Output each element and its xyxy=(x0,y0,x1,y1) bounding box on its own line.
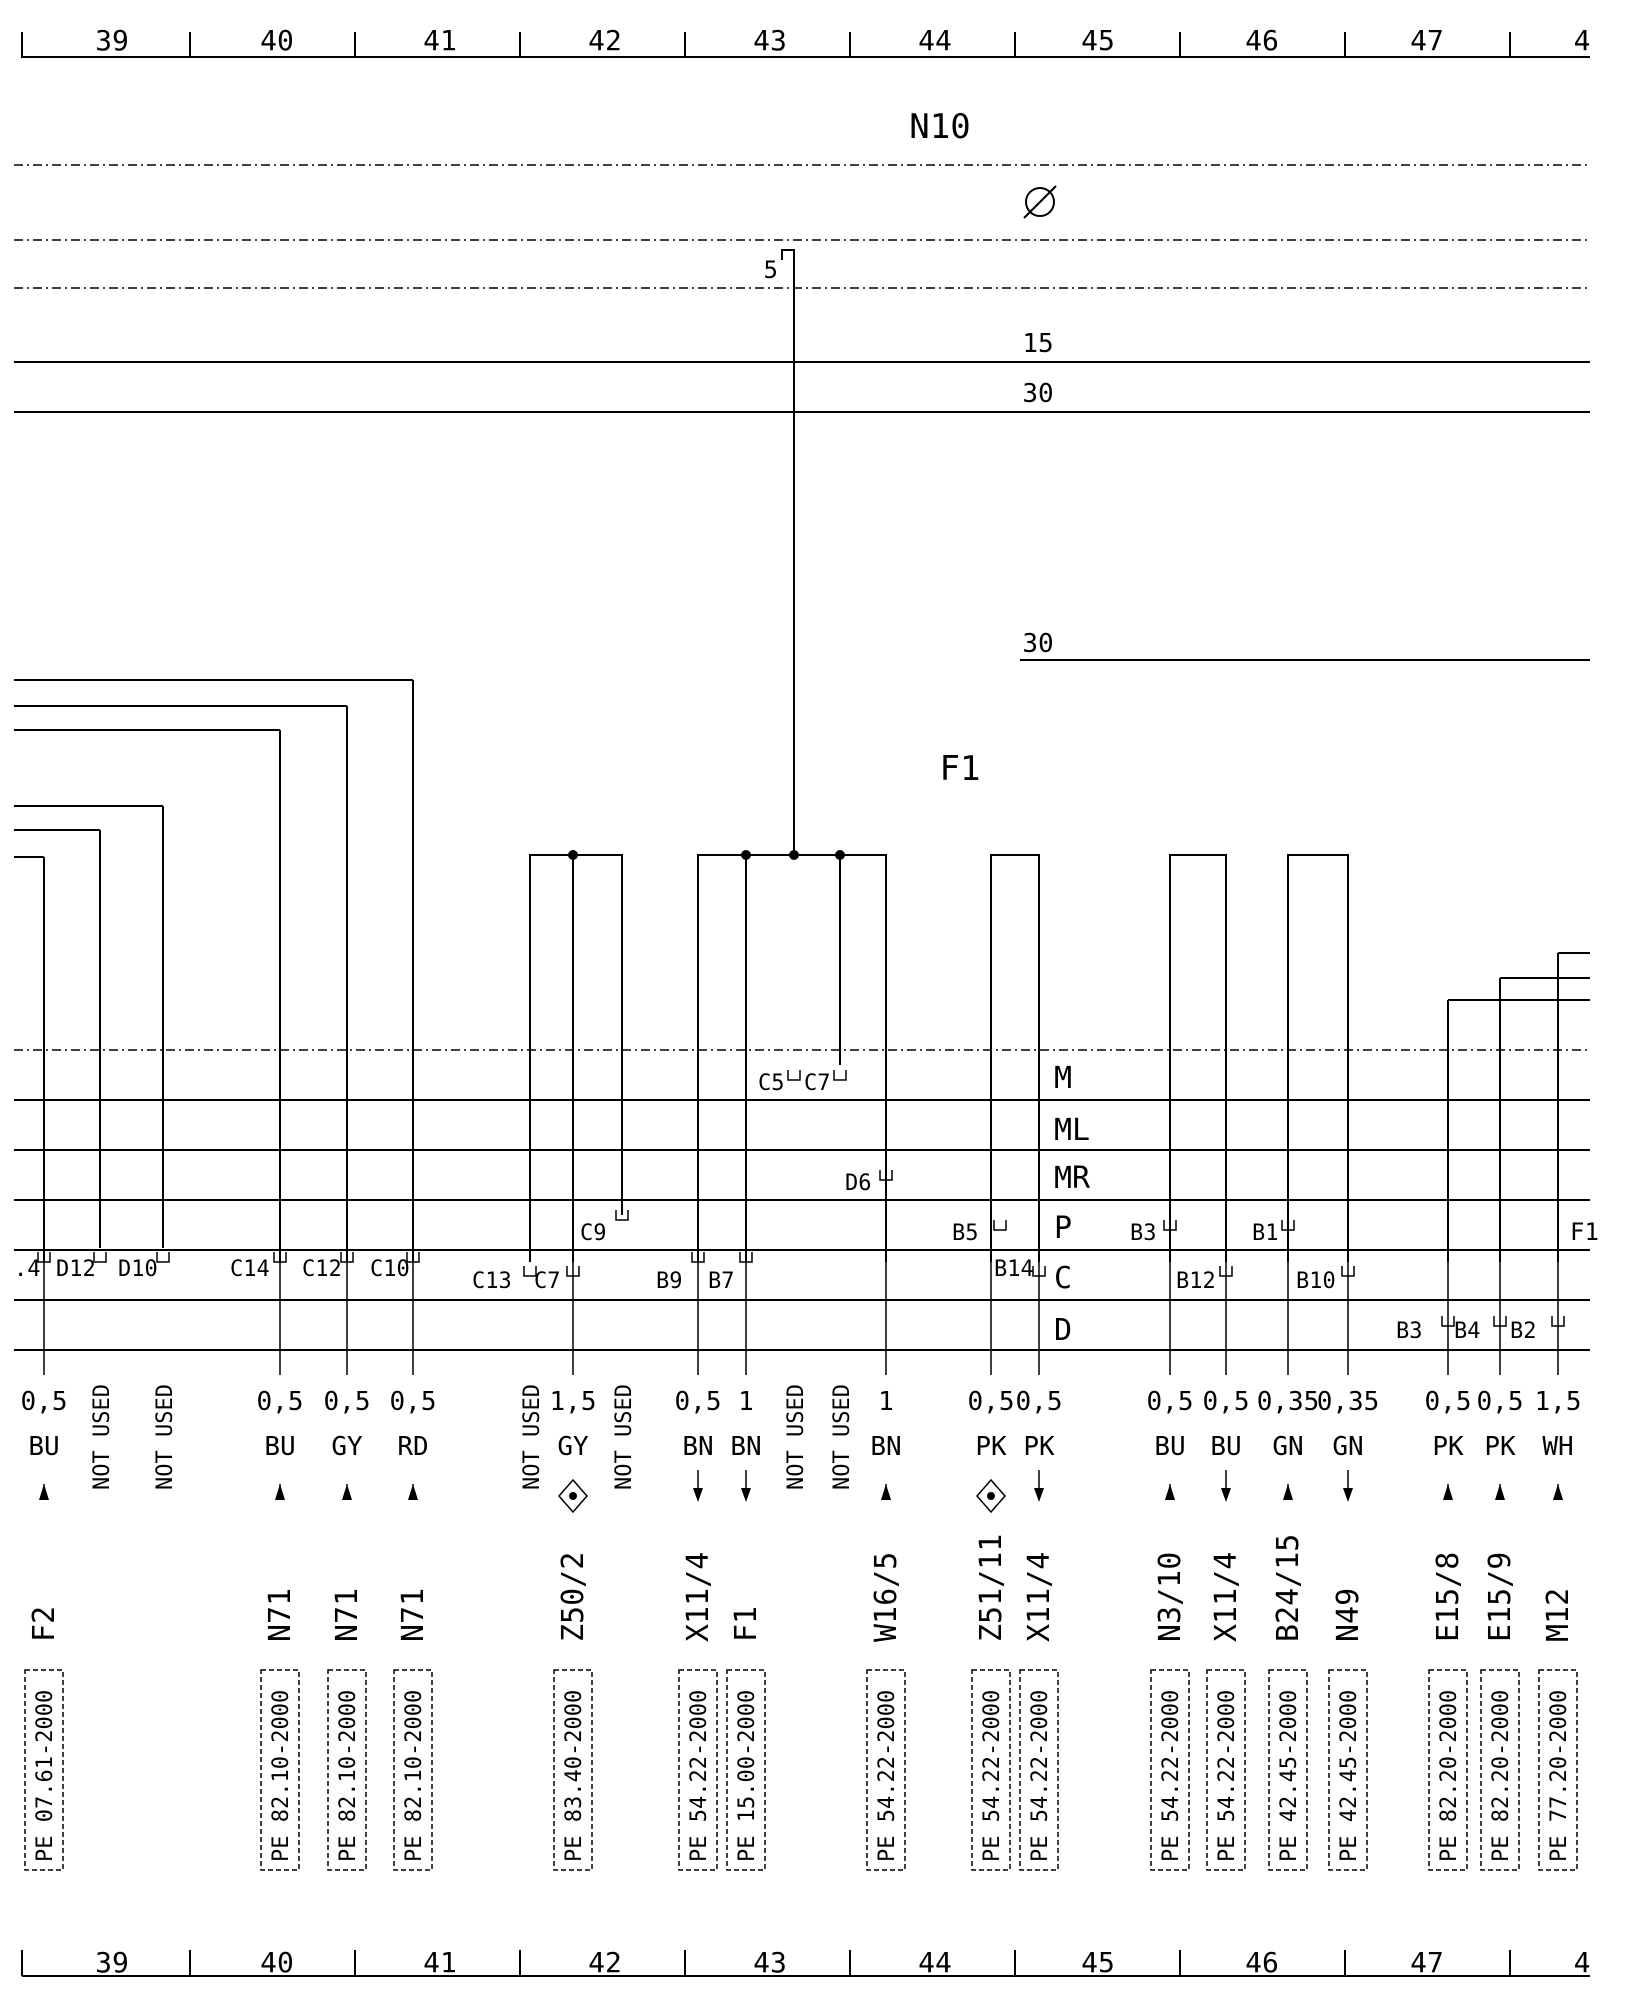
wire-color: PK xyxy=(1484,1432,1516,1462)
ruler-col-44: 44 xyxy=(918,24,952,57)
pin-label: C13 xyxy=(472,1269,512,1294)
page-ref: PE 54.22-2000 xyxy=(687,1689,712,1862)
wire-destination: N71 xyxy=(263,1587,298,1642)
wire-not-used: NOT USED xyxy=(90,1384,115,1490)
wire-destination: E15/8 xyxy=(1431,1551,1466,1642)
wire-size: 0,35 xyxy=(1256,1387,1320,1417)
rail-30-lower-label: 30 xyxy=(1022,629,1054,659)
supply-rails xyxy=(14,329,1590,660)
wire-size: 0,5 xyxy=(674,1387,722,1417)
wire-destination: X11/4 xyxy=(1022,1551,1057,1642)
pin-label: D12 xyxy=(56,1257,96,1282)
wire-size: 0,5 xyxy=(1476,1387,1524,1417)
pin-label: B4 xyxy=(1454,1319,1481,1344)
pin-label: D10 xyxy=(118,1257,158,1282)
connector-pin-icon xyxy=(157,1252,169,1262)
wire-destination: N71 xyxy=(330,1587,365,1642)
wire-size: 0,5 xyxy=(20,1387,68,1417)
wire-destination: M12 xyxy=(1541,1587,1576,1642)
bus-ml: ML xyxy=(1054,1113,1091,1148)
connector-pin-icon xyxy=(834,1070,846,1080)
connector-pin-icon xyxy=(94,1252,106,1262)
arrow-down-icon xyxy=(1343,1488,1353,1502)
ruler-col-40: 40 xyxy=(260,24,294,57)
ruler-col-41: 41 xyxy=(423,24,457,57)
shield-diamond-dot xyxy=(569,1492,577,1500)
page-ref: PE 54.22-2000 xyxy=(1159,1689,1184,1862)
bus-right-tag: F1 xyxy=(1570,1218,1599,1246)
arrow-down-icon xyxy=(741,1488,751,1502)
wire-destination: N3/10 xyxy=(1153,1551,1188,1642)
pin-label: C10 xyxy=(370,1257,410,1282)
wire-not-used: NOT USED xyxy=(520,1384,545,1490)
ruler-col-45: 45 xyxy=(1081,1946,1115,1979)
wire-destination: Z50/2 xyxy=(556,1551,591,1642)
page-ref: PE 82.10-2000 xyxy=(336,1689,361,1862)
page-ref: PE 15.00-2000 xyxy=(735,1689,760,1862)
wire-destination: X11/4 xyxy=(1209,1551,1244,1642)
pin-label: B3 xyxy=(1130,1221,1157,1246)
wire-color: BU xyxy=(28,1432,60,1462)
wire-color: BU xyxy=(1210,1432,1242,1462)
left-incoming-wires xyxy=(14,680,413,1262)
pin-label: C5 xyxy=(758,1071,785,1096)
bus-c: C xyxy=(1054,1261,1073,1296)
bus-p: P xyxy=(1054,1211,1073,1246)
wire-color: WH xyxy=(1542,1432,1574,1462)
page-ref: PE 77.20-2000 xyxy=(1547,1689,1572,1862)
wire-color: BN xyxy=(682,1432,714,1462)
module-n10 xyxy=(14,107,1590,288)
pin-labels xyxy=(56,1071,1537,1344)
wire-color: PK xyxy=(975,1432,1007,1462)
pin-label: B12 xyxy=(1176,1269,1216,1294)
pin-label: C7 xyxy=(804,1071,831,1096)
wire-size: 0,5 xyxy=(1146,1387,1194,1417)
wire-color: PK xyxy=(1432,1432,1464,1462)
left-stub-label: .4 xyxy=(14,1257,41,1282)
ruler-col-41: 41 xyxy=(423,1946,457,1979)
ruler-col-42: 42 xyxy=(588,1946,622,1979)
rail-30-label: 30 xyxy=(1022,379,1054,409)
page-ref: PE 54.22-2000 xyxy=(875,1689,900,1862)
wire-destination: N71 xyxy=(396,1587,431,1642)
ruler-col-47: 47 xyxy=(1410,24,1444,57)
ruler-col-42: 42 xyxy=(588,24,622,57)
ground-clock-icon xyxy=(1024,186,1056,218)
wire-destination: E15/9 xyxy=(1483,1551,1518,1642)
wire-size: 1 xyxy=(738,1387,754,1417)
ruler-col-48-partial: 4 xyxy=(1573,24,1591,57)
wire-destination: F2 xyxy=(27,1605,62,1642)
page-ref: PE 07.61-2000 xyxy=(33,1689,58,1862)
fuse-label: F1 xyxy=(939,749,981,789)
ruler-col-43: 43 xyxy=(753,24,787,57)
bottom-ruler xyxy=(22,1946,1590,1979)
module-label: N10 xyxy=(909,107,971,147)
wire-not-used: NOT USED xyxy=(830,1384,855,1490)
page-ref: PE 82.20-2000 xyxy=(1489,1689,1514,1862)
bus-mr: MR xyxy=(1054,1161,1091,1196)
page-ref: PE 54.22-2000 xyxy=(1028,1689,1053,1862)
page-ref: PE 54.22-2000 xyxy=(1215,1689,1240,1862)
wire-size: 0,35 xyxy=(1316,1387,1380,1417)
wire-destination: W16/5 xyxy=(869,1551,904,1642)
pin-label: B7 xyxy=(708,1269,735,1294)
ruler-col-48-partial: 4 xyxy=(1573,1946,1591,1979)
bus-m: M xyxy=(1054,1061,1073,1096)
wire-not-used: NOT USED xyxy=(784,1384,809,1490)
ruler-col-43: 43 xyxy=(753,1946,787,1979)
pin-label: B1 xyxy=(1252,1221,1279,1246)
pin-label: B10 xyxy=(1296,1269,1336,1294)
wire-not-used: NOT USED xyxy=(153,1384,178,1490)
wire-destination: F1 xyxy=(729,1605,764,1642)
connector-pin-icon xyxy=(788,1070,800,1080)
page-ref: PE 82.20-2000 xyxy=(1437,1689,1462,1862)
wire-destination: Z51/11 xyxy=(974,1533,1009,1642)
wire-not-used: NOT USED xyxy=(612,1384,637,1490)
pin-label: B9 xyxy=(656,1269,683,1294)
ruler-col-46: 46 xyxy=(1245,24,1279,57)
rail-15-label: 15 xyxy=(1022,329,1054,359)
ruler-col-44: 44 xyxy=(918,1946,952,1979)
page-ref: PE 82.10-2000 xyxy=(402,1689,427,1862)
wire-color: BU xyxy=(1154,1432,1186,1462)
shield-diamond-dot xyxy=(987,1492,995,1500)
wire-destination: X11/4 xyxy=(681,1551,716,1642)
wire-color: BU xyxy=(264,1432,296,1462)
wire-size: 0,5 xyxy=(967,1387,1015,1417)
page-ref: PE 42.45-2000 xyxy=(1337,1689,1362,1862)
pin-label: C7 xyxy=(534,1269,561,1294)
pin-label: C9 xyxy=(580,1221,607,1246)
wire-destination: B24/15 xyxy=(1271,1533,1306,1642)
module-pin-5: 5 xyxy=(763,256,778,284)
ruler-col-39: 39 xyxy=(95,24,129,57)
pin-label: B2 xyxy=(1510,1319,1537,1344)
wire-size: 1,5 xyxy=(1534,1387,1582,1417)
ruler-col-47: 47 xyxy=(1410,1946,1444,1979)
wire-color: GN xyxy=(1332,1432,1364,1462)
wire-color: GY xyxy=(557,1432,589,1462)
wire-color: RD xyxy=(397,1432,429,1462)
wire-color: GY xyxy=(331,1432,363,1462)
wire-size: 0,5 xyxy=(1015,1387,1063,1417)
pin-label: C12 xyxy=(302,1257,342,1282)
wire-size: 0,5 xyxy=(1202,1387,1250,1417)
pin-label: C14 xyxy=(230,1257,270,1282)
bus-d: D xyxy=(1054,1313,1073,1348)
wire-color: BN xyxy=(870,1432,902,1462)
arrow-down-icon xyxy=(1034,1488,1044,1502)
pin-label: B3 xyxy=(1396,1319,1423,1344)
ruler-col-39: 39 xyxy=(95,1946,129,1979)
connector-pin-icon xyxy=(994,1220,1006,1230)
wire-size: 0,5 xyxy=(1424,1387,1472,1417)
wire-destination: N49 xyxy=(1331,1587,1366,1642)
ruler-col-46: 46 xyxy=(1245,1946,1279,1979)
page-ref: PE 54.22-2000 xyxy=(980,1689,1005,1862)
arrow-down-icon xyxy=(1221,1488,1231,1502)
arrow-down-icon xyxy=(693,1488,703,1502)
wire-size: 0,5 xyxy=(323,1387,371,1417)
pin-label: B14 xyxy=(994,1257,1034,1282)
wire-color: PK xyxy=(1023,1432,1055,1462)
page-ref: PE 83.40-2000 xyxy=(562,1689,587,1862)
ruler-col-45: 45 xyxy=(1081,24,1115,57)
page-ref: PE 42.45-2000 xyxy=(1277,1689,1302,1862)
wire-size: 0,5 xyxy=(256,1387,304,1417)
page-ref: PE 82.10-2000 xyxy=(269,1689,294,1862)
wire-size: 0,5 xyxy=(389,1387,437,1417)
wire-size: 1,5 xyxy=(549,1387,597,1417)
wire-color: GN xyxy=(1272,1432,1304,1462)
top-ruler xyxy=(22,24,1590,58)
wire-size: 1 xyxy=(878,1387,894,1417)
pin-label: B5 xyxy=(952,1221,979,1246)
pin-label: D6 xyxy=(845,1171,872,1196)
wire-color: BN xyxy=(730,1432,762,1462)
ruler-col-40: 40 xyxy=(260,1946,294,1979)
